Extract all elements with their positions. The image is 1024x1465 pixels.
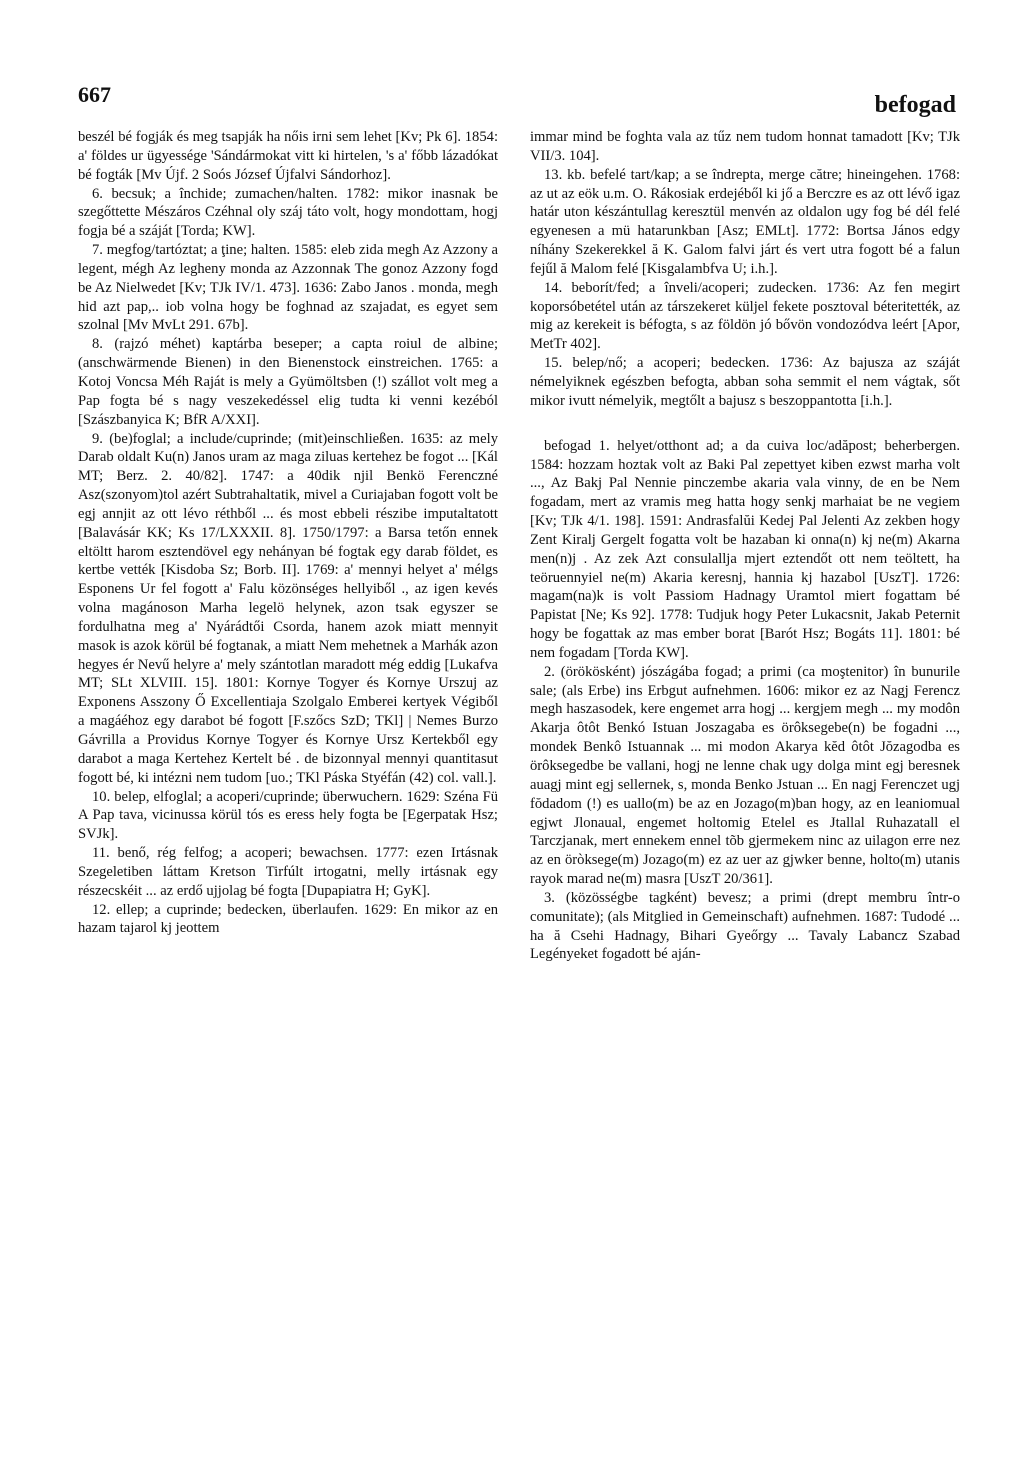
sense-15: 15. belep/nő; a acoperi; bedecken. 1736: Az bajusza az száját némelyiknek egészben befogta, abban soha semmit el nem vágtak, sőt mikor ivutt némelyik, megtőlt a bajusz s beszoppantotta [i.h.].: [530, 355, 960, 409]
entry-continuation: beszél bé fogják és meg tsapják ha nőis irni sem lehet [Kv; Pk 6]. 1854: a' földes ur ügyessége 'Sándármokat vitt ki hirtelen, 's a' főbb lázadókat bé fogták [Mv Újf. 2 Soós József Újfalvi Sándorhoz].: [78, 129, 498, 183]
sense-13: 13. kb. befelé tart/kap; a se îndrepta, merge către; hineingehen. 1768: az ut az eök u.m. O. Rákosiak erdejéből ki jő a Berczre es az ott lévő igaz határ uton készántullag keresztül menvén az oldalon ugy fog bé dél felé egyenesen a mü hatarunkban [Asz; EMLt]. 1772: Bortsa János edgy níhány Szekerekkel ă K. Galom falvi járt és vert utra fogott bé a falun fejűl ă Malom felé [Kisgalambfva U; i.h.].: [530, 166, 960, 277]
entry-befogad-sense-1: befogad 1. helyet/otthont ad; a da cuiva loc/adăpost; beherbergen. 1584: hozzam hoztak volt az Baki Pal zepettyet kiben ezwst marha volt ..., Az Bakj Pal Nennie pinczembe akaria vala vinny, de en be Nem fogadam, mert az vramis meg hatta hogy senkj marhaiat be ne vegiem [Kv; TJk 4/1. 198]. 1591: Andrasfalŭi Kedej Pal Jelenti Az zekben hogy Zent Kiralj Gergelt fogatta volt be hazaban ki onna(n) kj ne(m) Akarna men(n)j . Az zek Azt consulallja mjert eztendőt ott nem teöltett, ha teöruennyiel ne(m) Akaria keresnj, hannia kj hazabol [UszT]. 1726: magam(na)k is volt Passiom Hadnagy Uramtol miert fogattam bé Papistat [Ne; Ks 92]. 1778: Tudjuk hogy Peter Lukacsnit, Jakab Peternit hogy be fogattak az mas ember borat [Barót Hsz; Bogáts 11]. 1801: bé nem fogadam [Torda KW].: [530, 437, 960, 661]
running-headword: befogad: [874, 92, 956, 118]
sense-9: 9. (be)foglal; a include/cuprinde; (mit)einschließen. 1635: az mely Darab oldalt Ku(n) Janos uram az maga ziluas kertehez be fogot ... [Kál MT; Berz. 2. 40/82]. 1747: a 40dik njil Benkö Ferenczné Asz(szonyom)tol azért Subtrahaltatik, mivel a Curiajaban fogott volt be egj annjit az ott lévo réthből ... és most ebbeli részibe imputaltatott [Balavásár KK; Ks 17/LXXXII. 8]. 1750/1797: a Barsa tetőn ennek eltöltt harom esztendövel egy nehányan bé fogtak egy darab földet, es kertbe vették [Kisdoba Sz; Borb. II]. 1769: a' mennyi helyet a' mélgs Esponens Ur fel fogott a' Falu közönséges hellyiből ., az igen kevés volna magánoson Marha legelö helynek, azon tsak egyszer se fordulhatna meg a' Nyárádtői Csorda, hanem azok miatt mennyit masok is azok körül bé fogtanak, a miatt Nem mehetnek a Marhák azon hegyes ér Nevű helyre a' mely szántotlan maradott még eddig [Lukafva MT; SLt XLVIII. 15]. 1801: Kornye Togyer és Kornye Urszuj az Exponens Asszony Ő Excellentiaja Szolgalo Emberei kertyek Végiből a magáéhoz egy darabot bé fogott [F.szőcs SzD; TKl] | Nemes Burzo Gávrilla a Providus Kornye Togyer és Kornye Ursz Kertekből egy darabot a maga Kertehez Kertelt bé . de bizonnyal mennyi quantitasut fogott bé, ki intézni nem tudom [uo.; TKl Páska Styéfán (42) col. vall.].: [78, 430, 498, 786]
entry-befogad-sense-3: 3. (közösségbe tagként) bevesz; a primi (drept membru într-o comunitate); (als Mitglied in Gemeinschaft) aufnehmen. 1687: Tudodé ... ha ă Csehi Hadnagy, Bihari Gyeőrgy ... Tavaly Labancz Szabad Legényeket fogadott bé aján-: [530, 889, 960, 963]
left-column: [78, 128, 498, 938]
entry-separator: [530, 411, 960, 437]
right-column: [530, 128, 960, 964]
sense-10: 10. belep, elfoglal; a acoperi/cuprinde; überwuchern. 1629: Széna Fü A Pap tava, vicinussa körül tós es eress hely fogta be [Egerpatak Hsz; SVJk].: [78, 788, 498, 843]
sense-7: 7. megfog/tartóztat; a ţine; halten. 1585: eleb zida megh Az Azzony a legent, mégh Az legheny monda az Azzonnak The gonoz Azzony fogd be Az Nielwedet [Kv; TJk IV/1. 473]. 1636: Zabo Janos . monda, megh hid azt pap,.. iob volna hogy be foghnad az szajadat, es egyet sem szolnal [Mv MvLt 291. 67b].: [78, 242, 498, 334]
sense-14: 14. beborít/fed; a înveli/acoperi; zudecken. 1736: Az fen megirt koporsóbetétel után az társzekeret küljel fekete posztoval béteritették, az mig az kerekeit is béfogta, s az földön jó bővön vondozódva leért [Apor, MetTr 402].: [530, 279, 960, 353]
sense-12: 12. ellep; a cuprinde; bedecken, überlaufen. 1629: En mikor az en hazam tajarol kj jeottem: [78, 901, 498, 937]
entry-befogad-sense-2: 2. (örökösként) jószágába fogad; a primi (ca moştenitor) în bunurile sale; (als Erbe) ins Erbgut aufnehmen. 1606: mikor ez az Nagj Ferencz megh haszasodek, kere engemet arra hogj ... kergjem megh ... my modôn Akarja ôtôt Benkó Istuan Joszagaba es örôksegebe(n) be fogadni ..., mondek Benkô Istuannak ... mi modon Akarya kĕd ôtôt Jŏzagodba es örôksegedbe be vallani, hogj ne lenne chak ugy dolga mint egj beresnek auagj mint egj sellernek, s, monda Benko Jstuan ... En nagj Ferenczet ugj fŏdadom (!) es uallo(m) be az en Jozago(m)ban hogy, az en leaniomual egjwt Jlonaual, engemet holtomig Etelel es Jtallal Ruhazatall el Tarczjanak, mert ennekem ennel tõb gjermekem ninc az uilagon erre nez az en öròksege(m) Jozago(m) ez az uer az gjwker benne, holto(m) utanis rayok marad ne(m) masra [UszT 20/361].: [530, 663, 960, 888]
sense-6: 6. becsuk; a închide; zumachen/halten. 1782: mikor inasnak be szegőttette Mészáros Czéhnal oly száj táto volt, hogy mondottam, hogj fogja bé a száját [Torda; KW].: [78, 185, 498, 240]
page-number: 667: [78, 82, 111, 107]
sense-8: 8. (rajzó méhet) kaptárba beseper; a capta roiul de albine; (anschwärmende Bienen) in den Bienenstock einstreichen. 1765: a Kotoj Voncsa Méh Raját is mely a Gyümöltsben (!) szállot volt meg a Pap fogta bé s nagy veszekedéssel elig tudta ki venni kezéból [Szászbanyica K; BfR A/XXI].: [78, 336, 498, 428]
sense-12-continuation: immar mind be foghta vala az tűz nem tudom honnat tamadott [Kv; TJk VII/3. 104].: [530, 129, 960, 164]
sense-11: 11. benő, rég felfog; a acoperi; bewachsen. 1777: ezen Irtásnak Szegeletiben láttam Kretson Tirfúlt irtogatni, melly irtásnak egy részecskéit ... az erdő ujjolag bé fogta [Dupapiatra H; GyK].: [78, 845, 498, 899]
